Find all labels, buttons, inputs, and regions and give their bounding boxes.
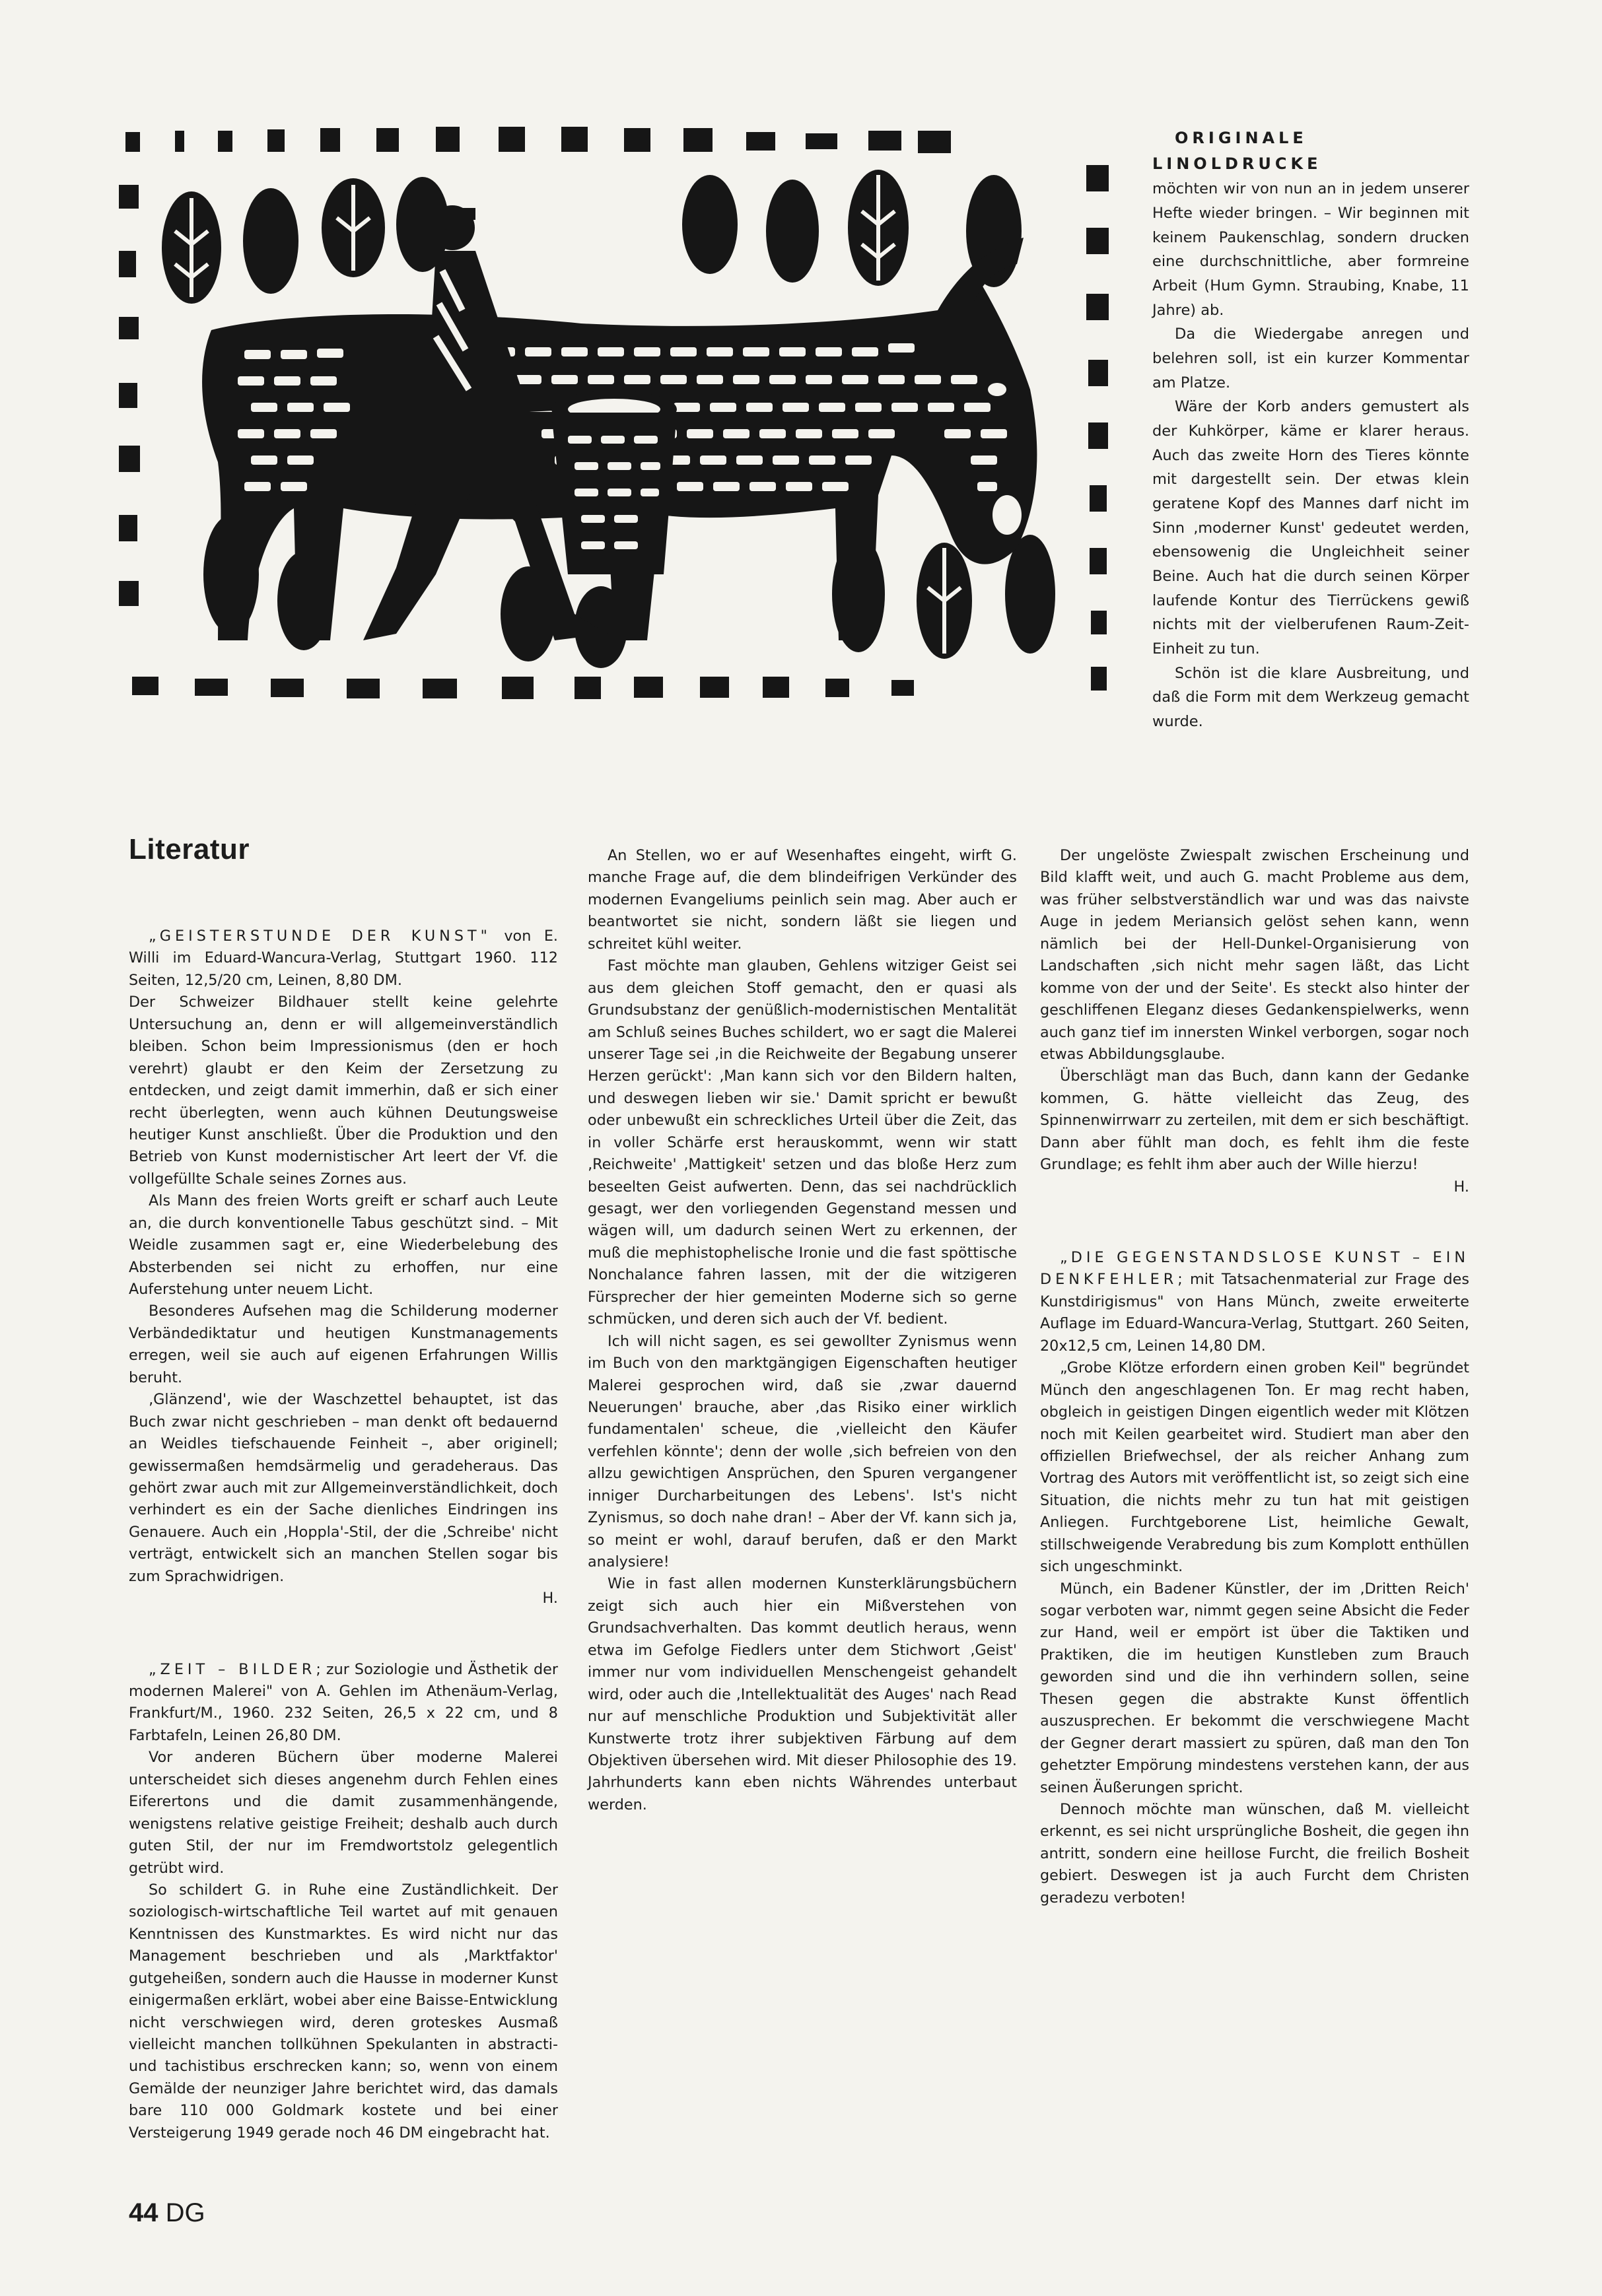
caption-column (1152, 125, 1469, 734)
review-1-paragraph: Als Mann des freien Worts greift er scharf auch Leute an, die durch konventionelle Tabus geschützt sind. – Mit Weidle zusammen sagt er, eine Wiederbelebung des Absterbenden sei nicht zu erhoffen, nur eine Auferstehung unter neuem Licht. (129, 1192, 558, 1298)
text-column-3 (1040, 845, 1469, 1909)
caption-paragraph: Schön ist die klare Ausbreitung, und daß die Form mit dem Werkzeug gemacht wurde. (1152, 664, 1469, 730)
caption-heading: ORIGINALE LINOLDRUCKE (1152, 129, 1322, 174)
review-2-paragraph: Überschlägt man das Buch, dann kann der Gedanke kommen, G. hätte vielleicht das Zeug, des Spinnenwirrwarr zu zerteilen, mit dem er sich beschäftigt. Dann aber fühlt man doch, es fehlt ihm die feste Grundlage; es fehlt ihm aber auch der Wille hierzu! (1040, 1067, 1469, 1174)
review-2-header (129, 1659, 558, 1747)
review-1-signature: H. (542, 1590, 558, 1607)
text-column-1 (129, 845, 558, 2144)
review-1-paragraph: Besonderes Aufsehen mag die Schilderung moderner Verbändediktatur und heutigen Kunstmanagements erregen, weil sie auch auf eigenen Erfahrungen Willis beruht. (129, 1302, 558, 1386)
review-1-title: „GEISTERSTUNDE DER KUNST" (149, 928, 491, 945)
review-1-signature-line (129, 1588, 558, 1609)
review-3-paragraph: Münch, ein Badener Künstler, der im ‚Dritten Reich' sogar verboten war, nimmt gegen seine Absicht die Feder zur Hand, weil er empört ist über die Taktiken und Praktiken, die im heutigen Kunstleben zum Brauch geworden sind und die ihn verhindern sollen, seine Thesen gegen die abstrakte Kunst öffentlich auszusprechen. Er bekommt die verschwiegene Macht der Gegner derart massiert zu spüren, daß man den Ton gehetzter Empörung mindestens verstehen kann, der aus seinen Äußerungen spricht. (1040, 1580, 1469, 1796)
review-1-citation: von E. Willi im Eduard-Wancura-Verlag, Stuttgart 1960. 112 Seiten, 12,5/20 cm, Leinen, 8,80 DM. (129, 928, 558, 989)
review-2-title: „ZEIT – BILDER (149, 1660, 316, 1678)
review-2-paragraph: Der ungelöste Zwiespalt zwischen Erscheinung und Bild klafft weit, und auch G. macht Probleme aus dem, was früher selbstverständlich war und was das naivste Auge in jedem Meriansich gelöst sehen kann, wenn nämlich bei der Hell-Dunkel-Organisierung von Landschaften ‚sich nicht mehr sagen läßt, das Licht komme von der und der Seite'. Es steckt also hinter der geschliffenen Eleganz dieses Gedankenspielwerks, wenn auch ganz tief im innersten Winkel verborgen, sogar noch etwas Abbildungsglaube. (1040, 847, 1469, 1063)
basket (551, 391, 677, 574)
page-footer (129, 2198, 205, 2228)
caption-paragraph: möchten wir von nun an in jedem unserer Hefte wieder bringen. – Wir beginnen mit keinem Paukenschlag, sondern drucken eine durchschnittliche, aber formreine Arbeit (Hum Gymn. Straubing, Knabe, 11 Jahre) ab. (1152, 180, 1469, 319)
caption-paragraph: Da die Wiedergabe anregen und belehren soll, ist ein kurzer Kommentar am Platze. (1152, 325, 1469, 391)
review-2-paragraph: An Stellen, wo er auf Wesenhaftes eingeht, wirft G. manche Frage auf, die dem blindeifrigen Verkünder des modernen Evangeliums peinlich sein mag. Aber auch er beantwortet sie nicht, sondern läßt sie liegen und schreitet kühl weiter. (588, 847, 1017, 953)
review-3-header (1040, 1247, 1469, 1357)
review-2-paragraph: Vor anderen Büchern über moderne Malerei unterscheidet sich dieses angenehm durch Fehlen eines Eiferertons und die damit zusammenhängende, wenigstens relative geistige Freiheit; deshalb auch durch guten Stil, der nur im Fremdwortstolz gelegentlich getrübt wird. (129, 1749, 558, 1877)
review-3-title: „DIE GEGENSTANDSLOSE KUNST – EIN DENKFEHLER (1040, 1249, 1469, 1289)
text-column-2 (588, 845, 1017, 1816)
review-2-paragraph: So schildert G. in Ruhe eine Zuständlichkeit. Der soziologisch-wirtschaftliche Teil wartet auf mit genauen Kenntnissen des Kunstmarktes. Es wird nicht nur das Management beschrieben und als ‚Marktfaktor' gutgeheißen, sondern auch die Hausse in moderner Kunst einigermaßen erklärt, wobei aber eine Baisse-Entwicklung nicht verschwiegen wird, deren groteskes Ausmaß vielleicht manchen tollkühnen Spekulanten in abstracti- und tachistibus erschrecken kann; so, wenn von einem Gemälde der neunziger Jahre berichtet wird, das damals bare 110 000 Goldmark kostete und bei einer Versteigerung 1949 gerade noch 46 DM eingebracht hat. (129, 1881, 558, 2142)
linocut-illustration (119, 112, 1109, 726)
review-2-citation: ; zur Soziologie und Ästhetik der modernen Malerei" von A. Gehlen im Athenäum-Verlag, Frankfurt/M., 1960. 232 Seiten, 26,5 x 22 cm, und 8 Farbtafeln, Leinen 26,80 DM. (129, 1660, 558, 1744)
review-2-signature-line (1040, 1176, 1469, 1198)
section-title: Literatur (129, 833, 250, 865)
review-2-signature: H. (1453, 1178, 1469, 1196)
caption-paragraph: Wäre der Korb anders gemustert als der Kuhkörper, käme er klarer heraus. Auch das zweite Horn des Tieres könnte mit dargestellt sein. Der etwas klein geratene Kopf des Mannes darf nicht im Sinn ‚moderner Kunst' gedeutet werden, ebensowenig die Ungleichheit seiner Beine. Auch hat die durch seinen Körper laufende Kontur des Tierrückens gewiß nichts mit der vielberufenen Raum-Zeit-Einheit zu tun. (1152, 398, 1469, 658)
review-1-paragraph: ‚Glänzend', wie der Waschzettel behauptet, ist das Buch zwar nicht geschrieben – man denkt oft bedauernd an Weidles tiefschauende Feinheit –, aber originell; gewissermaßen hemdsärmelig und geradeheraus. Das gehört zwar auch mit zur Allgemeinverständlichkeit, doch verhindert es ein der Sache dienliches Eindringen ins Genauere. Auch ein ‚Hoppla'-Stil, der die ‚Schreibe' nicht verträgt, entwickelt sich an manchen Stellen sogar bis zum Sprachwidrigen. (129, 1391, 558, 1585)
page-number: 44 (129, 2198, 158, 2227)
review-2-paragraph: Ich will nicht sagen, es sei gewollter Zynismus wenn im Buch von den marktgängigen Eigenschaften heutiger Malerei gesprochen wird, daß sie ‚zwar dauernd Neuerungen' brauche, aber ‚das Risiko einer wirklich fundamentalen' scheue, die ‚vielleicht den Käufer verfehlen könnte'; denn der wolle ‚sich befreien von den allzu gewichtigen Ansprüchen, den Spuren vergangener inniger Durcharbeitungen des Lebens'. Ist's nicht Zynismus, so doch nahe dran! – Aber der Vf. kann sich ja, so meint er wohl, darauf berufen, daß er den Markt analysiere! (588, 1332, 1017, 1570)
review-3-paragraph: Dennoch möchte man wünschen, daß M. vielleicht erkennt, es sei nicht ursprüngliche Bosheit, die gegen ihn antritt, sondern eine heillose Furcht, die freilich Bosheit gebiert. Deswegen ist ja auch Furcht dem Christen geradezu verboten! (1040, 1800, 1469, 1907)
journal-abbreviation: DG (165, 2198, 205, 2227)
review-2-paragraph: Fast möchte man glauben, Gehlens witziger Geist sei aus dem gleichen Stoff gemacht, den er quasi als Grundsubstanz der genüßlich-modernistischen Mentalität am Schluß seines Buches schildert, wo er sagt die Malerei unserer Tage sei ‚in die Reichweite der Begabung unserer Herzen gerückt': ‚Man kann sich vor den Bildern halten, und deswegen lieben wir sie.' Damit spricht er bewußt oder unbewußt ein schreckliches Urteil über die Zeit, das in voller Schärfe erst herauskommt, wenn wir statt ‚Reichweite' ‚Mattigkeit' setzen und das bloße Herz zum beseelten Geist aufwerten. Denn, das sei nachdrücklich gesagt, wer den vorliegenden Gegenstand messen und wägen will, um dadurch seinen Wert zu erkennen, der muß die mephistophelische Ironie und die fast spöttische Nonchalance fahren lassen, mit der die witzigeren Fürsprecher der hier gemeinten Moderne sich so gerne schmücken, und deren sich auch der Vf. bedient. (588, 957, 1017, 1328)
review-3-citation: ; mit Tatsachenmaterial zur Frage des Kunstdirigismus" von Hans Münch, zweite erweiterte Auflage im Eduard-Wancura-Verlag, Stuttgart. 260 Seiten, 20x12,5 cm, Leinen 14,80 DM. (1040, 1271, 1469, 1355)
review-2-paragraph: Wie in fast allen modernen Kunsterklärungsbüchern zeigt sich auch hier ein Mißverstehen von Grundsachverhalten. Das kommt deutlich heraus, wenn etwa im Gefolge Fiedlers unter dem Stichwort ‚Geist' immer nur vom individuellen Menschengeist gehandelt wird, oder auch die ‚Intellektualität des Auges' nach Read nur auf menschliche Produktion und Subjektivität aller Kunstwerte trotz ihrer subjektiven Färbung auf dem Objektiven übersehen wird. Mit dieser Philosophie des 19. Jahrhunderts kann eben nichts Währendes unterbaut werden. (588, 1575, 1017, 1813)
review-1-paragraph: Der Schweizer Bildhauer stellt keine gelehrte Untersuchung an, denn er will allgemeinverständlich bleiben. Schon beim Impressionismus (den er hoch verehrt) glaubt er den Keim der Zersetzung zu entdecken, und zeigt damit immerhin, daß er sich einer recht überlegten, wenn auch kühnen Deutungsweise heutiger Kunst anschließt. Über die Produktion und den Betrieb von Kunst modernistischer Art leert der Vf. die vollgefüllte Schale seines Zornes aus. (129, 994, 558, 1188)
review-1-header (129, 926, 558, 992)
review-3-paragraph: „Grobe Klötze erfordern einen groben Keil" begründet Münch den angeschlagenen Ton. Er mag recht haben, obgleich in geistigen Dingen eigentlich weder mit Klötzen noch mit Keilen gearbeitet wird. Studiert man aber den offiziellen Briefwechsel, der als reicher Anhang zum Vortrag des Autors mit veröffentlicht ist, so zeigt sich eine Situation, die nichts mehr zu tun hat mit geistigen Anliegen. Furchtgeborene List, heimliche Gewalt, stillschweigende Verabredung bis zum Komplott enthüllen sich ungeschminkt. (1040, 1359, 1469, 1576)
